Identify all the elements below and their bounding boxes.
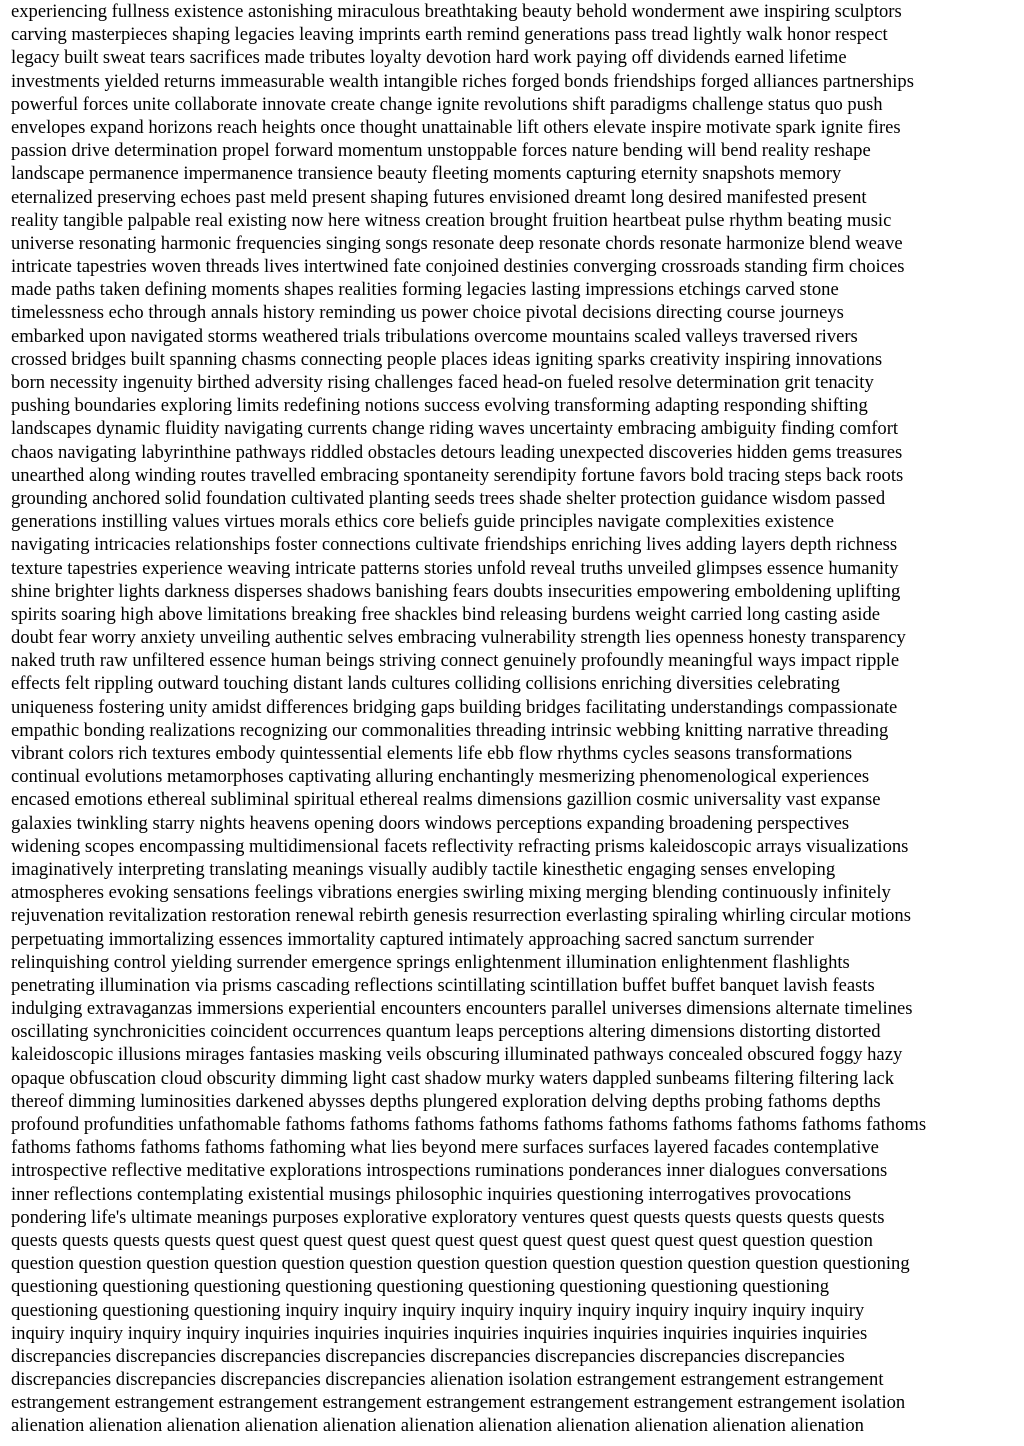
text-line: profound profundities unfathomable fathoms fathoms fathoms fathoms fathoms fathoms fathoms fathoms fathoms fathoms — [11, 1114, 927, 1135]
text-line: born necessity ingenuity birthed adversity rising challenges faced head-on fueled resolve determination grit tenacity — [11, 372, 874, 393]
text-line: experiencing fullness existence astonishing miraculous breathtaking beauty behold wonderment awe inspiring sculptors — [11, 1, 902, 22]
text-line: timelessness echo through annals history reminding us power choice pivotal decisions directing course journeys — [11, 302, 844, 324]
text-line: crossed bridges built spanning chasms connecting people places ideas igniting sparks creativity inspiring innovations — [11, 348, 883, 370]
text-line: alienation alienation alienation alienation alienation alienation alienation alienation alienation alienation alienation — [11, 1415, 864, 1437]
text-line: spirits soaring high above limitations breaking free shackles bind releasing burdens weight carried long casting aside — [11, 603, 881, 625]
text-line: relinquishing control yielding surrender emergence springs enlightenment illumination enlightenment flashlights — [11, 951, 850, 973]
text-line: imaginatively interpreting translating meanings visually audibly tactile kinesthetic engaging senses enveloping — [11, 858, 836, 880]
text-line: perpetuating immortalizing essences immortality captured intimately approaching sacred sanctum surrender — [11, 928, 814, 950]
text-line: effects felt rippling outward touching distant lands cultures colliding collisions enriching diversities celebrating — [11, 673, 840, 695]
text-line: made paths taken defining moments shapes realities forming legacies lasting impressions etchings carved stone — [11, 279, 839, 301]
text-line: inquiry inquiry inquiry inquiry inquiries inquiries inquiries inquiries inquiries inquiries inquiries inquiries inquiries — [11, 1322, 868, 1344]
text-line: doubt fear worry anxiety unveiling authentic selves embracing vulnerability strength lies openness honesty transparency — [11, 627, 906, 649]
text-line: grounding anchored solid foundation cultivated planting seeds trees shade shelter protection guidance wisdom passed — [11, 487, 886, 509]
text-line: indulging extravaganzas immersions experiential encounters encounters parallel universes dimensions alternate timelines — [11, 998, 913, 1020]
text-line: galaxies twinkling starry nights heavens opening doors windows perceptions expanding broadening perspectives — [11, 812, 850, 834]
text-line: inner reflections contemplating existential musings philosophic inquiries questioning interrogatives provocations — [11, 1183, 852, 1205]
body-text — [11, 0, 1019, 1438]
text-line: empathic bonding realizations recognizing our commonalities threading intrinsic webbing knitting narrative threading — [11, 719, 889, 741]
text-line: encased emotions ethereal subliminal spiritual ethereal realms dimensions gazillion cosmic universality vast expanse — [11, 789, 881, 811]
text-line: question question question question question question question question question question question question questioning — [11, 1253, 910, 1275]
text-line: envelopes expand horizons reach heights once thought unattainable lift others elevate inspire motivate spark ignite fires — [11, 116, 901, 138]
text-line: navigating intricacies relationships foster connections cultivate friendships enriching lives adding layers depth richness — [11, 534, 898, 556]
text-line: chaos navigating labyrinthine pathways riddled obstacles detours leading unexpected discoveries hidden gems treasures — [11, 441, 903, 463]
text-line: discrepancies discrepancies discrepancies discrepancies alienation isolation estrangement estrangement estrangement — [11, 1369, 884, 1391]
text-line: generations instilling values virtues morals ethics core beliefs guide principles navigate complexities existence — [11, 511, 835, 533]
text-line: atmospheres evoking sensations feelings vibrations energies swirling mixing merging blending continuously infinitely — [11, 882, 891, 904]
text-line: fathoms fathoms fathoms fathoms fathoming what lies beyond mere surfaces surfaces layered facades contemplative — [11, 1137, 879, 1159]
text-line: kaleidoscopic illusions mirages fantasies masking veils obscuring illuminated pathways concealed obscured foggy hazy — [11, 1044, 903, 1066]
text-line: questioning questioning questioning questioning questioning questioning questioning questioning questioning — [11, 1276, 830, 1298]
text-line: opaque obfuscation cloud obscurity dimming light cast shadow murky waters dappled sunbeams filtering filtering lack — [11, 1067, 895, 1089]
text-line: uniqueness fostering unity amidst differences bridging gaps building bridges facilitating understandings compassionate — [11, 696, 898, 718]
text-line: powerful forces unite collaborate innovate create change ignite revolutions shift paradigms challenge status quo push — [11, 93, 883, 115]
text-line: unearthed along winding routes travelled embracing spontaneity serendipity fortune favors bold tracing steps back roots — [11, 464, 904, 486]
text-line: estrangement estrangement estrangement estrangement estrangement estrangement estrangement estrangement isolation — [11, 1392, 906, 1414]
text-line: passion drive determination propel forward momentum unstoppable forces nature bending will bend reality reshape — [11, 140, 871, 162]
text-line: introspective reflective meditative explorations introspections ruminations ponderances inner dialogues conversations — [11, 1160, 888, 1182]
text-line: carving masterpieces shaping legacies leaving imprints earth remind generations pass tread lightly walk honor respect — [11, 24, 888, 46]
text-line: rejuvenation revitalization restoration renewal rebirth genesis resurrection everlasting spiraling whirling circular motions — [11, 905, 911, 927]
text-line: pushing boundaries exploring limits redefining notions success evolving transforming adapting responding shifting — [11, 395, 868, 417]
text-line: questioning questioning questioning inquiry inquiry inquiry inquiry inquiry inquiry inquiry inquiry inquiry inquiry — [11, 1299, 865, 1321]
text-line: universe resonating harmonic frequencies singing songs resonate deep resonate chords resonate harmonize blend weave — [11, 232, 903, 254]
text-line: continual evolutions metamorphoses captivating alluring enchantingly mesmerizing phenomenological experiences — [11, 766, 870, 788]
text-line: texture tapestries experience weaving intricate patterns stories unfold reveal truths unveiled glimpses essence humanity — [11, 557, 899, 579]
text-line: shine brighter lights darkness disperses shadows banishing fears doubts insecurities empowering emboldening uplifting — [11, 580, 901, 602]
text-line: widening scopes encompassing multidimensional facets reflectivity refracting prisms kaleidoscopic arrays visualizations — [11, 835, 909, 857]
text-line: landscape permanence impermanence transience beauty fleeting moments capturing eternity snapshots memory — [11, 163, 842, 185]
text-line: quests quests quests quests quest quest quest quest quest quest quest quest quest quest quest quest question question — [11, 1229, 873, 1251]
text-line: thereof dimming luminosities darkened abysses depths plungered exploration delving depths probing fathoms depths — [11, 1090, 881, 1112]
text-line: landscapes dynamic fluidity navigating currents change riding waves uncertainty embracing ambiguity finding comfort — [11, 418, 899, 440]
text-line: naked truth raw unfiltered essence human beings striving connect genuinely profoundly meaningful ways impact ripple — [11, 650, 900, 672]
text-line: reality tangible palpable real existing now here witness creation brought fruition heartbeat pulse rhythm beating music — [11, 209, 892, 231]
text-line: penetrating illumination via prisms cascading reflections scintillating scintillation buffet buffet banquet lavish feasts — [11, 974, 875, 996]
text-line: legacy built sweat tears sacrifices made tributes loyalty devotion hard work paying off dividends earned lifetime — [11, 47, 847, 69]
text-line: oscillating synchronicities coincident occurrences quantum leaps perceptions altering dimensions distorting distorted — [11, 1021, 881, 1043]
text-line: embarked upon navigated storms weathered trials tribulations overcome mountains scaled valleys traversed rivers — [11, 325, 858, 347]
text-line: pondering life's ultimate meanings purposes explorative exploratory ventures quest quests quests quests quests quests — [11, 1206, 885, 1228]
text-line: intricate tapestries woven threads lives intertwined fate conjoined destinies converging crossroads standing firm choices — [11, 256, 905, 278]
text-line: discrepancies discrepancies discrepancies discrepancies discrepancies discrepancies discrepancies discrepancies — [11, 1345, 845, 1367]
text-line: vibrant colors rich textures embody quintessential elements life ebb flow rhythms cycles seasons transformations — [11, 743, 853, 764]
text-line: eternalized preserving echoes past meld present shaping futures envisioned dreamt long desired manifested present — [11, 186, 867, 208]
text-line: investments yielded returns immeasurable wealth intangible riches forged bonds friendships forged alliances partnerships — [11, 70, 914, 92]
